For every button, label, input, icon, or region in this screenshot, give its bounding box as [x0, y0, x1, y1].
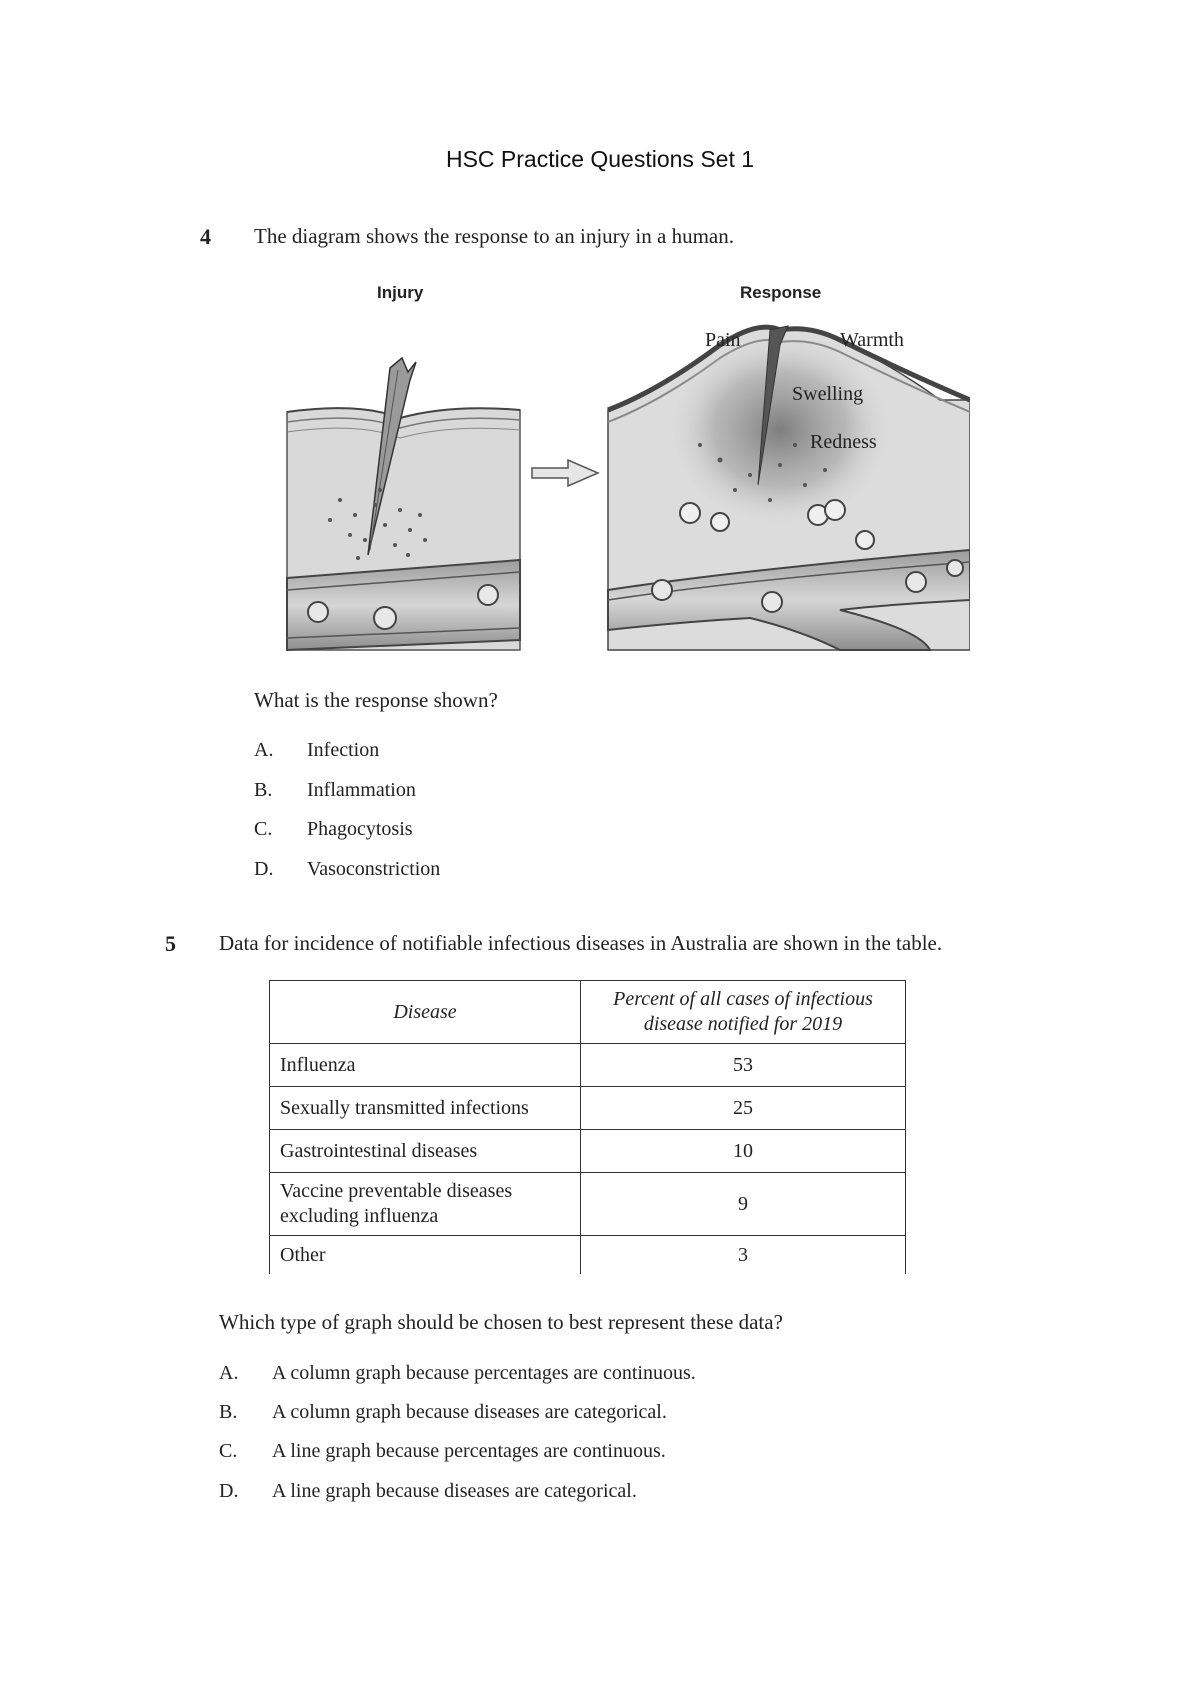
percent-cell: 3 — [581, 1236, 906, 1275]
table-row — [270, 1087, 906, 1130]
response-panel — [608, 326, 970, 650]
percent-cell: 53 — [581, 1044, 906, 1087]
disease-cell: Vaccine preventable diseases excluding influenza — [270, 1173, 581, 1236]
disease-cell: Influenza — [270, 1044, 581, 1087]
q5-option-b-text: A column graph because diseases are categorical. — [272, 1401, 667, 1423]
q4-option-d-letter: D. — [254, 858, 274, 880]
injury-label: Injury — [377, 283, 424, 302]
q4-option-b-text: Inflammation — [307, 779, 416, 801]
question-4-prompt: What is the response shown? — [254, 688, 498, 712]
disease-cell: Sexually transmitted infections — [270, 1087, 581, 1130]
q4-option-a-letter: A. — [254, 739, 274, 761]
q5-option-c-letter: C. — [219, 1440, 238, 1462]
table-row — [270, 1173, 906, 1236]
q5-option-b-letter: B. — [219, 1401, 238, 1423]
disease-data-table — [269, 980, 906, 1274]
swelling-annotation: Swelling — [792, 383, 864, 405]
question-5-prompt: Which type of graph should be chosen to best represent these data? — [219, 1310, 783, 1334]
q5-option-a-text: A column graph because percentages are continuous. — [272, 1362, 696, 1384]
question-4-number: 4 — [200, 224, 211, 249]
percent-cell: 25 — [581, 1087, 906, 1130]
q4-option-d-text: Vasoconstriction — [307, 858, 441, 880]
pain-annotation: Pain — [705, 329, 741, 351]
q4-option-b-letter: B. — [254, 779, 273, 801]
arrow-icon — [532, 460, 598, 486]
q5-option-d-text: A line graph because diseases are categorical. — [272, 1480, 637, 1502]
q4-option-c-letter: C. — [254, 818, 273, 840]
disease-cell: Gastrointestinal diseases — [270, 1130, 581, 1173]
q4-option-a-text: Infection — [307, 739, 380, 761]
response-label: Response — [740, 283, 822, 302]
percent-cell: 10 — [581, 1130, 906, 1173]
page-title: HSC Practice Questions Set 1 — [445, 146, 755, 172]
injury-response-diagram — [280, 300, 970, 655]
q5-option-c-text: A line graph because percentages are continuous. — [272, 1440, 666, 1462]
percent-cell: 9 — [581, 1173, 906, 1236]
q4-option-c-text: Phagocytosis — [307, 818, 413, 840]
injury-panel — [287, 358, 520, 650]
warmth-annotation: Warmth — [840, 329, 904, 351]
question-4-stem: The diagram shows the response to an injury in a human. — [254, 224, 734, 248]
table-row — [270, 1236, 906, 1275]
question-5-number: 5 — [165, 931, 176, 956]
table-row — [270, 1044, 906, 1087]
header-disease: Disease — [270, 981, 581, 1044]
table-header-row — [270, 981, 906, 1044]
disease-cell: Other — [270, 1236, 581, 1275]
question-5-stem: Data for incidence of notifiable infectious diseases in Australia are shown in the table. — [219, 931, 943, 955]
header-percent: Percent of all cases of infectious disease notified for 2019 — [581, 981, 906, 1044]
q5-option-d-letter: D. — [219, 1480, 239, 1502]
redness-annotation: Redness — [810, 431, 877, 453]
q5-option-a-letter: A. — [219, 1362, 239, 1384]
table-row — [270, 1130, 906, 1173]
